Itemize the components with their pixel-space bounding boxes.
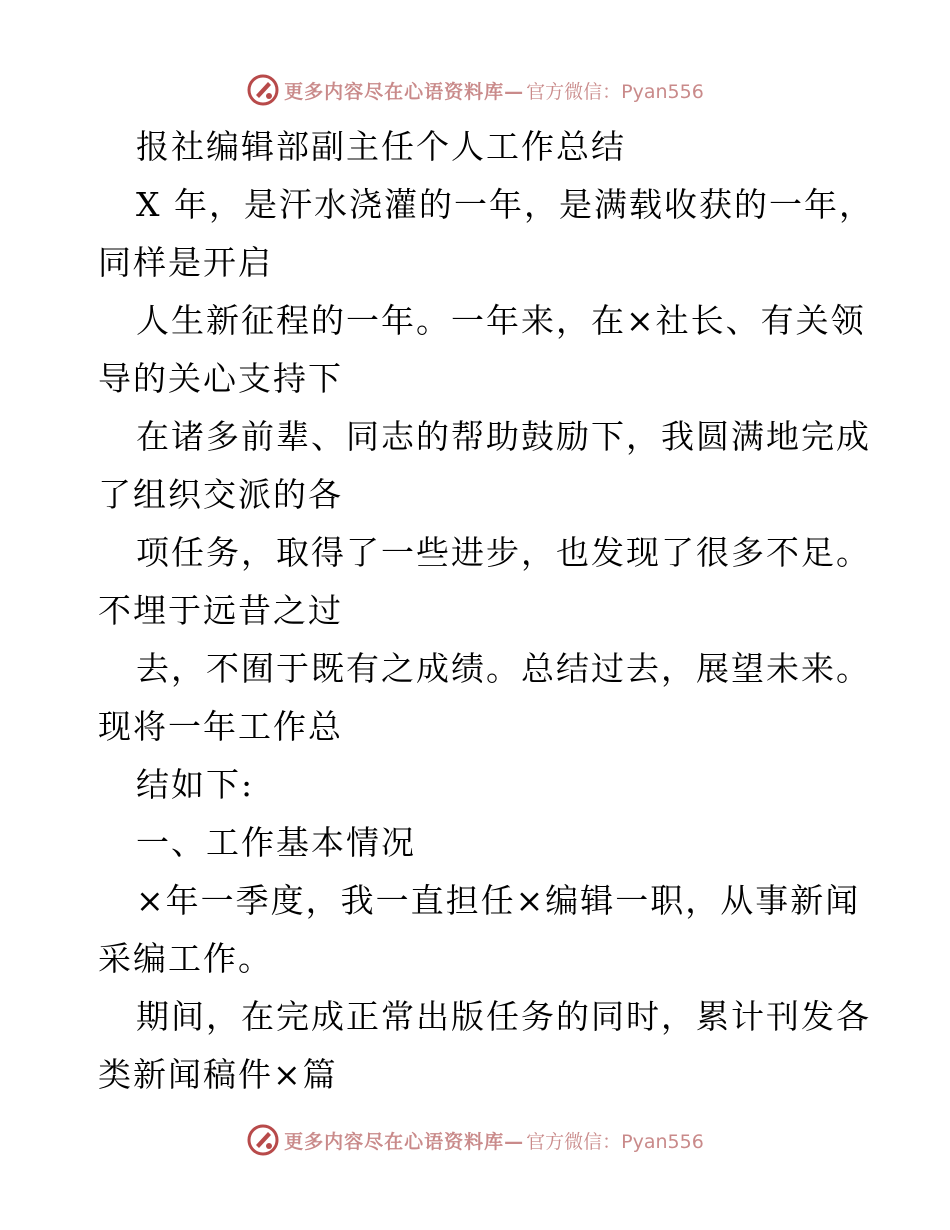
text-line: X 年，是汗水浇灌的一年，是满载收获的一年，: [136, 185, 874, 224]
text-line: 人生新征程的一年。一年来，在×社长、有关领: [136, 301, 866, 340]
text-line: 现将一年工作总: [98, 707, 343, 746]
watermark-text: 更多内容尽在心语资料库—: [284, 80, 525, 103]
text-line: 结如下:: [136, 765, 255, 804]
text-line: 同样是开启: [98, 243, 273, 282]
text-line: 期间，在完成正常出版任务的同时，累计刊发各: [136, 997, 871, 1036]
text-line: ×年一季度，我一直担任×编辑一职，从事新闻: [136, 881, 861, 920]
logo-icon: [246, 73, 280, 107]
text-line: 一、工作基本情况: [136, 823, 416, 862]
text-line: 项任务，取得了一些进步，也发现了很多不足。: [136, 533, 871, 572]
text-line: 在诸多前辈、同志的帮助鼓励下，我圆满地完成: [136, 417, 871, 456]
watermark-header: [0, 70, 950, 110]
watermark-wechat: 官方微信：Pyan556: [526, 80, 704, 103]
watermark-wechat: 官方微信：Pyan556: [526, 1130, 704, 1153]
text-line: 不埋于远昔之过: [98, 591, 343, 630]
watermark-footer: [0, 1120, 950, 1160]
text-line: 类新闻稿件×篇: [98, 1055, 338, 1094]
document-title: 报社编辑部副主任个人工作总结: [136, 127, 626, 166]
text-line: 了组织交派的各: [98, 475, 343, 514]
document-body: [98, 118, 874, 1104]
watermark-text: 更多内容尽在心语资料库—: [284, 1130, 525, 1153]
text-line: 采编工作。: [98, 939, 273, 978]
logo-icon: [246, 1123, 280, 1157]
text-line: 导的关心支持下: [98, 359, 343, 398]
text-line: 去，不囿于既有之成绩。总结过去，展望未来。: [136, 649, 871, 688]
